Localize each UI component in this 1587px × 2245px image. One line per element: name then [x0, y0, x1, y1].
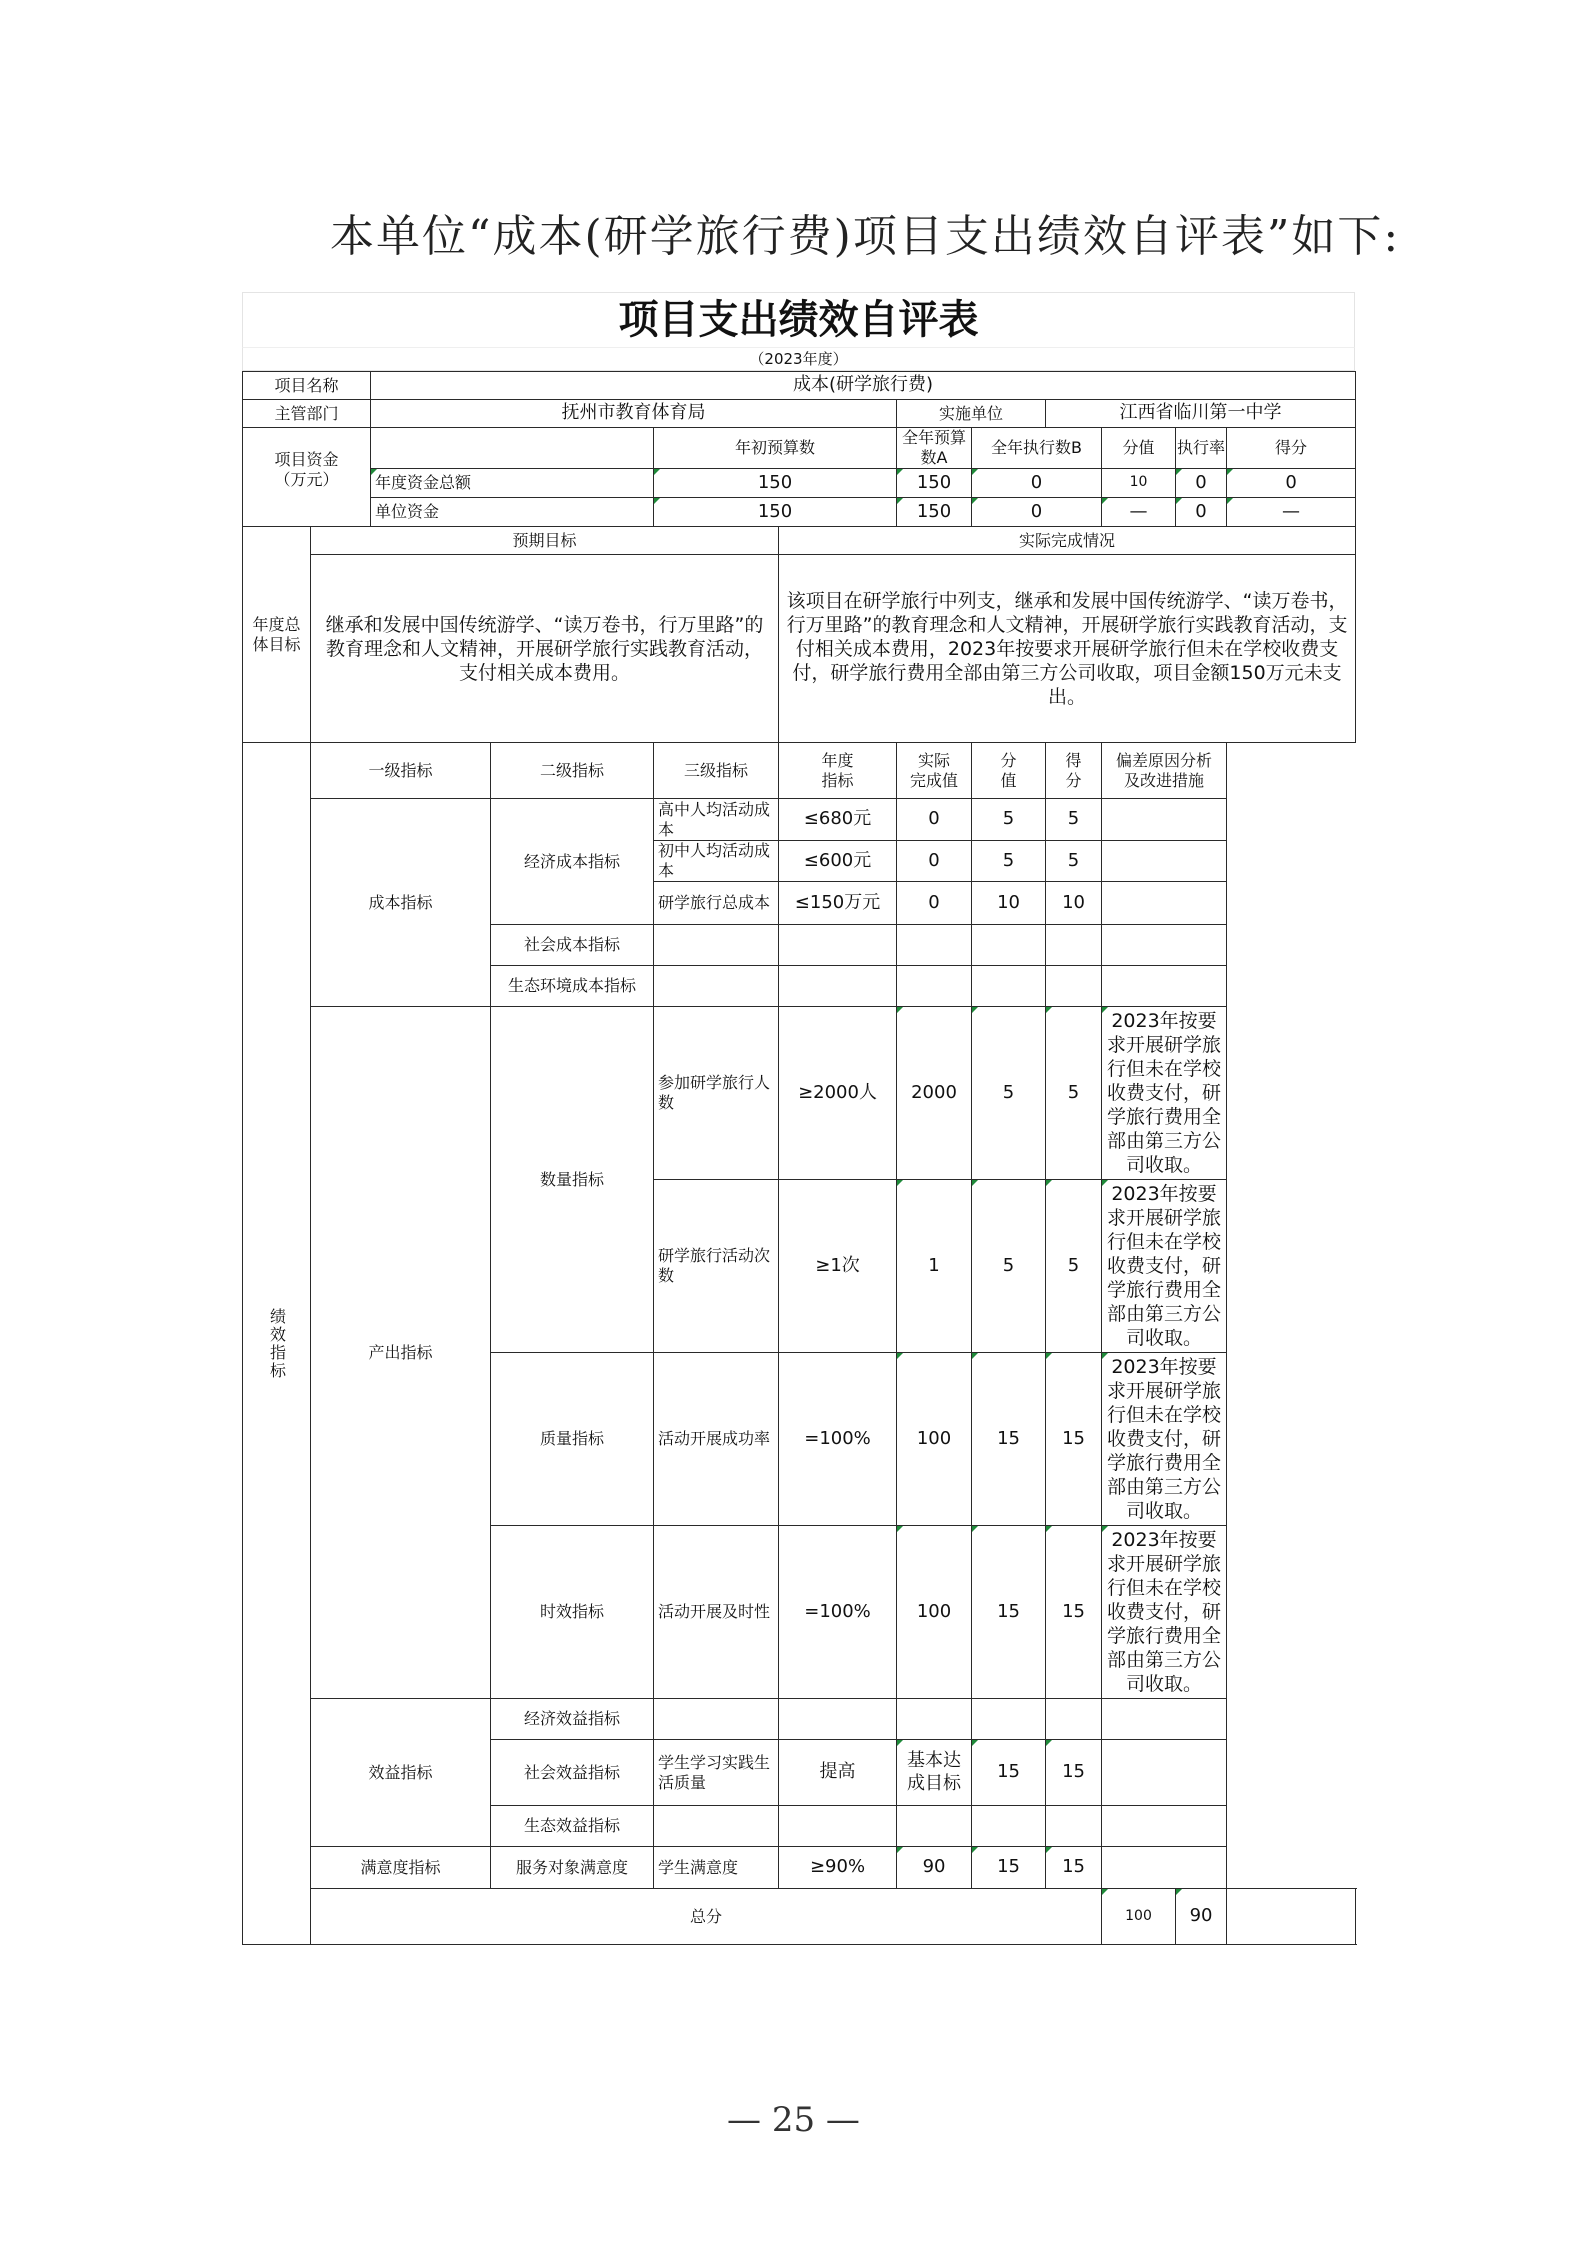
- intro-text: 本单位“成本(研学旅行费)项目支出绩效自评表”如下:: [330, 211, 1401, 262]
- r2-score: 5: [1046, 841, 1102, 882]
- r5-l3: 研学旅行活动次数: [654, 1180, 779, 1353]
- l2-eco-cost: 生态环境成本指标: [491, 966, 654, 1007]
- r1-l3: 高中人均活动成本: [654, 799, 779, 841]
- r3-l3: 研学旅行总成本: [654, 882, 779, 925]
- h-got: 得 分: [1046, 743, 1102, 799]
- r8-score: 15: [1046, 1740, 1102, 1806]
- row-unit-fund-label: 单位资金: [371, 498, 654, 527]
- col-score: 得分: [1227, 428, 1356, 469]
- r7-l3: 活动开展及时性: [654, 1526, 779, 1699]
- group-benefit: 效益指标: [311, 1699, 491, 1847]
- r9-score: 15: [1046, 1847, 1102, 1889]
- unit-initial: 150: [654, 498, 897, 527]
- h-l2: 二级指标: [491, 743, 654, 799]
- l2-eco-benefit: 生态效益指标: [491, 1806, 654, 1847]
- r3-reason: [1102, 882, 1227, 925]
- r9-target: ≥90%: [779, 1847, 897, 1889]
- r6-l3: 活动开展成功率: [654, 1353, 779, 1526]
- l2-econ-benefit: 经济效益指标: [491, 1699, 654, 1740]
- r8-actual: 基本达成目标: [897, 1740, 972, 1806]
- r9-val: 15: [972, 1847, 1046, 1889]
- r6-reason: 2023年按要求开展研学旅行但未在学校收费支付，研学旅行费用全部由第三方公司收取。: [1102, 1353, 1227, 1526]
- label-expected: 预期目标: [311, 527, 779, 555]
- r4-reason: 2023年按要求开展研学旅行但未在学校收费支付，研学旅行费用全部由第三方公司收取。: [1102, 1007, 1227, 1180]
- col-annual-a: 全年预算数A: [897, 428, 972, 469]
- r2-val: 5: [972, 841, 1046, 882]
- r7-reason: 2023年按要求开展研学旅行但未在学校收费支付，研学旅行费用全部由第三方公司收取。: [1102, 1526, 1227, 1699]
- total-score-val: 10: [1102, 469, 1176, 498]
- dept-name: 抚州市教育体育局: [371, 400, 897, 428]
- r5-val: 5: [972, 1180, 1046, 1353]
- total-score-sum: 90: [1176, 1889, 1227, 1945]
- r6-actual: 100: [897, 1353, 972, 1526]
- label-project-name: 项目名称: [243, 372, 371, 400]
- r7-target: =100%: [779, 1526, 897, 1699]
- actual-result: 该项目在研学旅行中列支，继承和发展中国传统游学、“读万卷书，行万里路”的教育理念和人文精神，开展研学旅行实践教育活动，支付相关成本费用，2023年按要求开展研学旅行但未在学校收费支付，研学旅行费用全部由第三方公司收取，项目金额150万元未支出。: [779, 555, 1356, 743]
- r4-score: 5: [1046, 1007, 1102, 1180]
- total-score: 0: [1227, 469, 1356, 498]
- r6-val: 15: [972, 1353, 1046, 1526]
- r2-target: ≤600元: [779, 841, 897, 882]
- label-actual: 实际完成情况: [779, 527, 1356, 555]
- r1-actual: 0: [897, 799, 972, 841]
- h-l3: 三级指标: [654, 743, 779, 799]
- group-cost: 成本指标: [311, 799, 491, 1007]
- total-exec: 0: [972, 469, 1102, 498]
- r1-val: 5: [972, 799, 1046, 841]
- label-fund: 项目资金 （万元）: [243, 428, 371, 527]
- r7-score: 15: [1046, 1526, 1102, 1699]
- r8-reason: [1102, 1740, 1227, 1806]
- col-exec-b: 全年执行数B: [972, 428, 1102, 469]
- total-initial: 150: [654, 469, 897, 498]
- r6-target: =100%: [779, 1353, 897, 1526]
- label-impl-unit: 实施单位: [897, 400, 1046, 428]
- r9-actual: 90: [897, 1847, 972, 1889]
- evaluation-form: [242, 292, 1355, 1945]
- r3-target: ≤150万元: [779, 882, 897, 925]
- form-title: 项目支出绩效自评表: [242, 292, 1355, 347]
- label-dept: 主管部门: [243, 400, 371, 428]
- l2-social-cost: 社会成本指标: [491, 925, 654, 966]
- r7-actual: 100: [897, 1526, 972, 1699]
- r1-reason: [1102, 799, 1227, 841]
- h-val: 分 值: [972, 743, 1046, 799]
- unit-annual: 150: [897, 498, 972, 527]
- l2-timeliness: 时效指标: [491, 1526, 654, 1699]
- r3-val: 10: [972, 882, 1046, 925]
- r6-score: 15: [1046, 1353, 1102, 1526]
- row-total-fund-label: 年度资金总额: [371, 469, 654, 498]
- l2-quantity: 数量指标: [491, 1007, 654, 1353]
- col-exec-rate: 执行率: [1176, 428, 1227, 469]
- page-number: — 25 —: [727, 2100, 860, 2140]
- unit-score-val: —: [1102, 498, 1176, 527]
- h-l1: 一级指标: [311, 743, 491, 799]
- r5-reason: 2023年按要求开展研学旅行但未在学校收费支付，研学旅行费用全部由第三方公司收取。: [1102, 1180, 1227, 1353]
- r4-l3: 参加研学旅行人数: [654, 1007, 779, 1180]
- r5-score: 5: [1046, 1180, 1102, 1353]
- impl-unit-name: 江西省临川第一中学: [1046, 400, 1356, 428]
- col-score-val: 分值: [1102, 428, 1176, 469]
- total-label: 总分: [311, 1889, 1102, 1945]
- r2-actual: 0: [897, 841, 972, 882]
- r3-score: 10: [1046, 882, 1102, 925]
- h-actual: 实际 完成值: [897, 743, 972, 799]
- r4-val: 5: [972, 1007, 1046, 1180]
- r5-target: ≥1次: [779, 1180, 897, 1353]
- r4-target: ≥2000人: [779, 1007, 897, 1180]
- unit-score: —: [1227, 498, 1356, 527]
- evaluation-table: [242, 371, 1356, 1945]
- r9-reason: [1102, 1847, 1227, 1889]
- l2-econ-cost: 经济成本指标: [491, 799, 654, 925]
- r1-target: ≤680元: [779, 799, 897, 841]
- r5-actual: 1: [897, 1180, 972, 1353]
- unit-exec: 0: [972, 498, 1102, 527]
- total-rate: 0: [1176, 469, 1227, 498]
- l2-service: 服务对象满意度: [491, 1847, 654, 1889]
- h-reason: 偏差原因分析 及改进措施: [1102, 743, 1227, 799]
- r3-actual: 0: [897, 882, 972, 925]
- unit-rate: 0: [1176, 498, 1227, 527]
- total-annual: 150: [897, 469, 972, 498]
- l2-social-benefit: 社会效益指标: [491, 1740, 654, 1806]
- r8-val: 15: [972, 1740, 1046, 1806]
- r7-val: 15: [972, 1526, 1046, 1699]
- r2-reason: [1102, 841, 1227, 882]
- group-output: 产出指标: [311, 1007, 491, 1699]
- l2-quality: 质量指标: [491, 1353, 654, 1526]
- r8-l3: 学生学习实践生活质量: [654, 1740, 779, 1806]
- r1-score: 5: [1046, 799, 1102, 841]
- project-name: 成本(研学旅行费): [371, 372, 1356, 400]
- perf-section-label: 绩效指标: [243, 743, 311, 1945]
- r2-l3: 初中人均活动成本: [654, 841, 779, 882]
- goal-section-label: 年度总体目标: [243, 527, 311, 743]
- r9-l3: 学生满意度: [654, 1847, 779, 1889]
- h-year: 年度 指标: [779, 743, 897, 799]
- r4-actual: 2000: [897, 1007, 972, 1180]
- group-satisfaction: 满意度指标: [311, 1847, 491, 1889]
- total-val: 100: [1102, 1889, 1176, 1945]
- form-year: （2023年度）: [242, 347, 1355, 371]
- col-initial: 年初预算数: [654, 428, 897, 469]
- expected-goal: 继承和发展中国传统游学、“读万卷书，行万里路”的教育理念和人文精神，开展研学旅行实践教育活动，支付相关成本费用。: [311, 555, 779, 743]
- r8-target: 提高: [779, 1740, 897, 1806]
